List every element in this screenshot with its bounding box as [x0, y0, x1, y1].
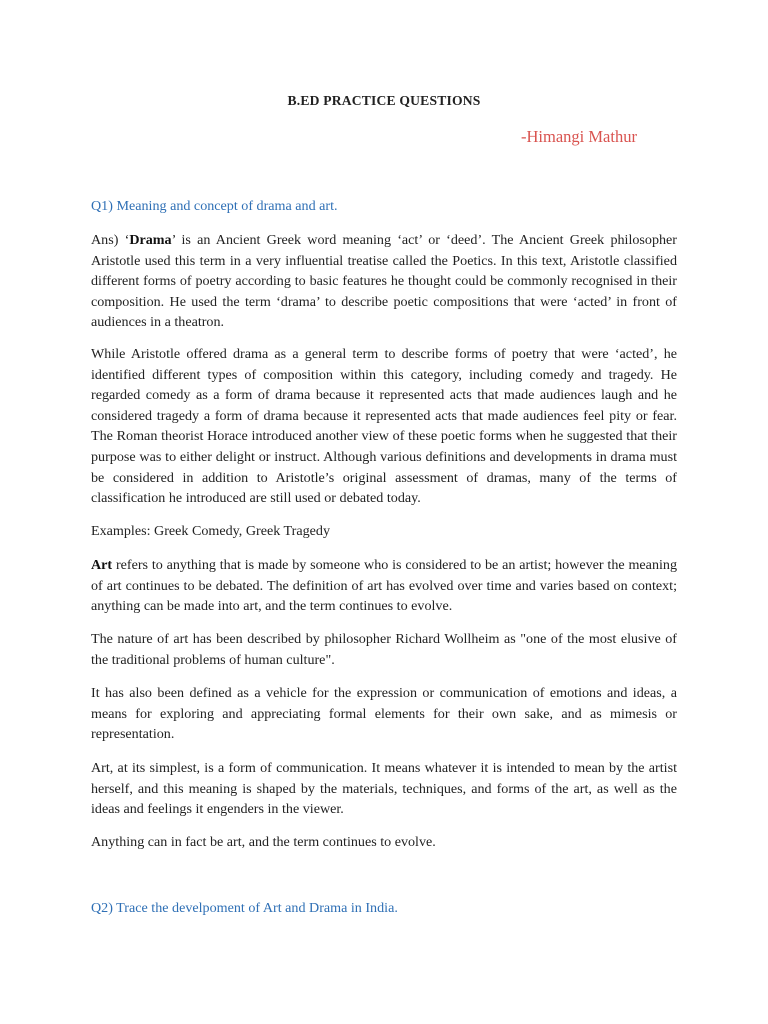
q1-answer-paragraph-vehicle: It has also been defined as a vehicle for the expression or communication of emotions and ideas, a means for exploring and appreciating formal elements for their own sake, and as mimesis or representation.	[91, 685, 677, 743]
answer-prefix: Ans) ‘	[91, 232, 130, 248]
q1-answer-paragraph-communication: Art, at its simplest, is a form of communication. It means whatever it is intended to mean by the artist herself, and this meaning is shaped by the materials, techniques, and forms of the art, as well as the ideas and feelings it engenders in the viewer.	[91, 760, 677, 818]
q1-answer-paragraph-1	[91, 230, 677, 333]
q1-answer-paragraph-evolve: Anything can in fact be art, and the term continues to evolve.	[91, 834, 436, 850]
q1-answer-paragraph-art	[91, 555, 677, 617]
document-author: -Himangi Mathur	[521, 127, 637, 146]
term-drama: Drama	[129, 232, 172, 248]
question-2-heading: Q2) Trace the develpoment of Art and Drama in India.	[91, 900, 398, 916]
question-1-heading: Q1) Meaning and concept of drama and art.	[91, 198, 338, 214]
term-art: Art	[91, 557, 113, 573]
document-title: B.ED PRACTICE QUESTIONS	[287, 93, 481, 108]
q1-answer-paragraph-2: While Aristotle offered drama as a general term to describe forms of poetry that were ‘acted’, he identified different types of composition within this category, including comedy and tragedy. He regarded comedy as a form of drama because it represented acts that made audiences laugh and he considered tragedy a form of drama because it represented acts that made audiences feel pity or fear. The Roman theorist Horace introduced another view of these poetic forms when he suggested that their purpose was to either delight or instruct. Although various definitions and developments in drama must be considered in addition to Aristotle’s original assessment of dramas, many of the terms of classification he introduced are still used or debated today.	[91, 346, 677, 507]
paragraph-text: ’ is an Ancient Greek word meaning ‘act’ or ‘deed’. The Ancient Greek philosopher Aristotle used this term in a very influential treatise called the Poetics. In this text, Aristotle classified different forms of poetry according to basic features he thought could be commonly recognised in their composition. He used the term ‘drama’ to describe poetic compositions that were ‘acted’ in front of audiences in a theatron.	[91, 232, 677, 331]
paragraph-text: refers to anything that is made by someone who is considered to be an artist; however the meaning of art continues to be debated. The definition of art has evolved over time and varies based on context; anything can be made into art, and the term continues to evolve.	[91, 557, 677, 615]
q1-examples: Examples: Greek Comedy, Greek Tragedy	[91, 523, 331, 539]
q1-answer-paragraph-wollheim: The nature of art has been described by philosopher Richard Wollheim as "one of the most elusive of the traditional problems of human culture".	[91, 631, 677, 668]
